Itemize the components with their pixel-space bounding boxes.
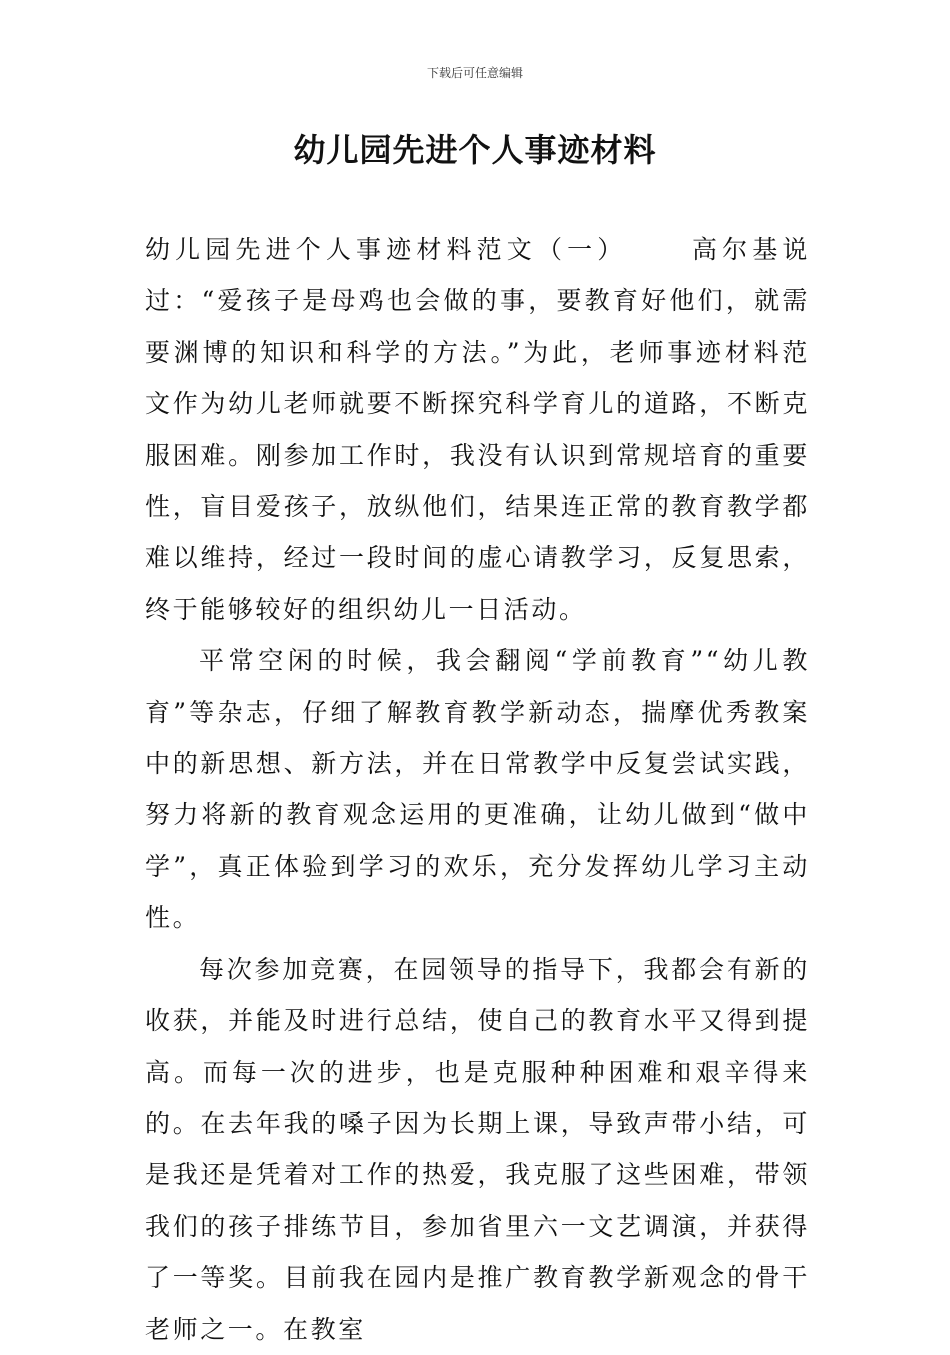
- section-subtitle: 幼儿园先进个人事迹材料范文（一）: [145, 235, 628, 264]
- paragraph-text: 高尔基说过：“爱孩子是母鸡也会做的事，要教育好他们，就需要渊博的知识和科学的方法。”为此，老师事迹材料范文作为幼儿老师就要不断探究科学育儿的道路，不断克服困难。刚参加工作时，我没有认识到常规培育的重要性，盲目爱孩子，放纵他们，结果连正常的教育教学都难以维持，经过一段时间的虚心请教学习，反复思索，终于能够较好的组织幼儿一日活动。: [145, 235, 810, 624]
- header-note: 下载后可任意编辑: [426, 66, 523, 80]
- body-paragraph-3: 每次参加竞赛，在园领导的指导下，我都会有新的收获，并能及时进行总结，使自己的教育水平又得到提高。而每一次的进步，也是克服种种困难和艰辛得来的。在去年我的嗓子因为长期上课，导致声带小结，可是我还是凭着对工作的热爱，我克服了这些困难，带领我们的孩子排练节目，参加省里六一文艺调演，并获得了一等奖。目前我在园内是推广教育教学新观念的骨干老师之一。在教室: [145, 954, 810, 1344]
- document-title: 幼儿园先进个人事迹材料: [293, 131, 657, 169]
- document-body: [145, 224, 810, 1355]
- body-paragraph-2: 平常空闲的时候，我会翻阅“学前教育”“幼儿教育”等杂志，仔细了解教育教学新动态，揣摩优秀教案中的新思想、新方法，并在日常教学中反复尝试实践，努力将新的教育观念运用的更准确，让幼儿做到“做中学”，真正体验到学习的欢乐，充分发挥幼儿学习主动性。: [145, 646, 810, 933]
- body-paragraph-1: [145, 224, 810, 635]
